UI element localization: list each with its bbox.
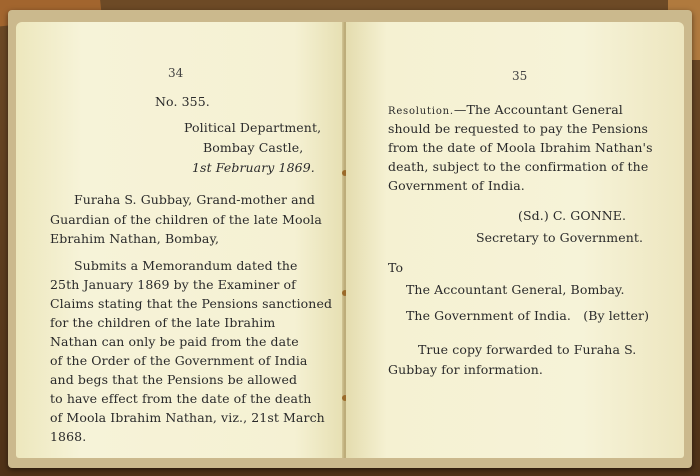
resolution-line-0: —The Accountant General [453, 102, 623, 117]
resolution-line-3: death, subject to the confirmation of the [388, 159, 649, 174]
memo-line-7: and begs that the Pensions be allowed [50, 372, 298, 387]
memo-line-4: for the children of the late Ibrahim [50, 315, 276, 330]
memo-line-8: to have effect from the date of the death [50, 391, 312, 406]
resolution-line-4: Government of India. [388, 178, 525, 193]
recipient-1: The Accountant General, Bombay. [406, 282, 625, 297]
signature-title: Secretary to Government. [476, 230, 644, 245]
memo-line-9: of Moola Ibrahim Nathan, viz., 21st March [50, 410, 325, 425]
document-number: No. 355. [155, 94, 210, 109]
memo-line-5: Nathan can only be paid from the date [50, 334, 299, 349]
memo-line-2: 25th January 1869 by the Examiner of [50, 277, 296, 292]
resolution-line-2: from the date of Moola Ibrahim Nathan's [388, 140, 653, 155]
open-book [8, 10, 692, 468]
page-number-right: 35 [512, 69, 528, 83]
right-page [346, 22, 684, 458]
page-number-left: 34 [168, 66, 184, 80]
petitioner-line-3: Ebrahim Nathan, Bombay, [50, 231, 220, 246]
heading-line-1: Political Department, [184, 120, 322, 135]
recipient-2: The Government of India. (By letter) [406, 308, 650, 323]
memo-line-1: Submits a Memorandum dated the [74, 258, 298, 273]
left-page [16, 22, 344, 458]
heading-date: 1st February 1869. [192, 160, 315, 175]
resolution-first-line [388, 100, 623, 121]
memo-line-3: Claims stating that the Pensions sanctioned [50, 296, 333, 311]
resolution-line-1: should be requested to pay the Pensions [388, 121, 649, 136]
to-label: To [388, 260, 404, 275]
resolution-label: Resolution. [388, 106, 454, 117]
memo-line-10: 1868. [50, 429, 87, 444]
petitioner-line-2: Guardian of the children of the late Moola [50, 212, 322, 227]
copy-line-1: True copy forwarded to Furaha S. [418, 342, 637, 357]
petitioner-line-1: Furaha S. Gubbay, Grand-mother and [74, 192, 315, 207]
copy-line-2: Gubbay for information. [388, 362, 543, 377]
memo-line-6: of the Order of the Government of India [50, 353, 308, 368]
heading-line-2: Bombay Castle, [203, 140, 304, 155]
signature: (Sd.) C. GONNE. [518, 208, 627, 223]
